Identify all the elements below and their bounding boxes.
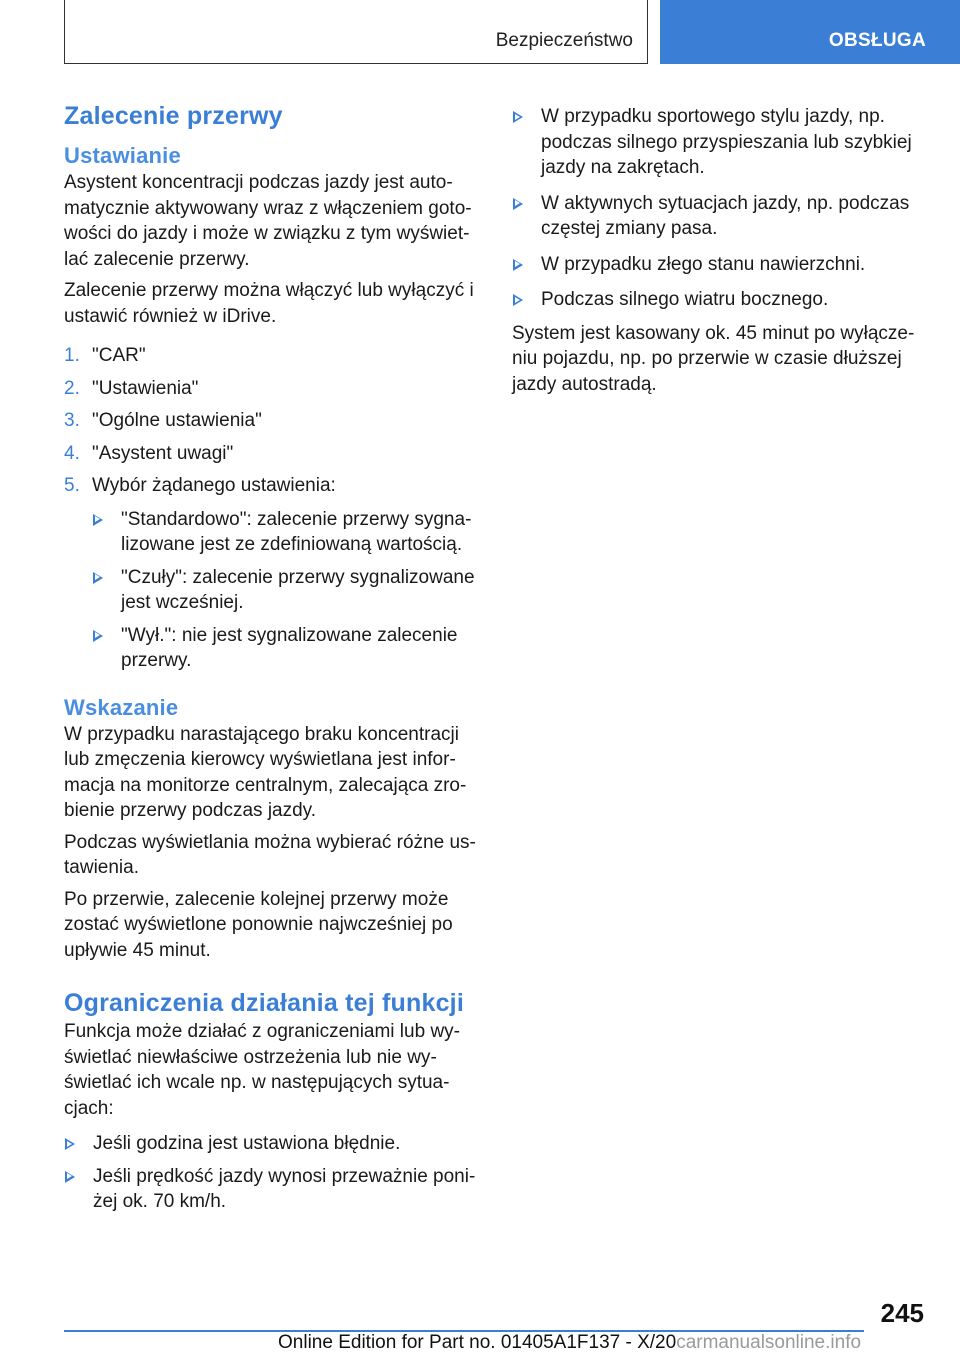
- list-item: [64, 1164, 476, 1215]
- step-number: 3.: [64, 410, 80, 431]
- list-item: [512, 191, 924, 242]
- header-section-title: Bezpieczeństwo: [495, 30, 633, 51]
- bullet-text: W przypadku sportowego stylu jazdy, np. podczas silnego przyspieszania lub szybkiej jazdy na zakrętach.: [541, 106, 912, 178]
- paragraph: Funkcja może działać z ograniczeniami lub wyświetlać niewłaściwe ostrzeżenia lub nie wyświetlać ich wcale np. w następujących sytuacjach:: [64, 1021, 460, 1119]
- list-item: [64, 441, 476, 467]
- header-chapter-label: OBSŁUGA: [828, 30, 926, 51]
- subheading-settings: Ustawianie: [64, 143, 181, 168]
- paragraph: Po przerwie, zalecenie kolejnej przerwy może zostać wyświetlone ponownie najwcześniej po upływie 45 minut.: [64, 888, 453, 961]
- paragraph: Zalecenie przerwy można włączyć lub wyłączyć i ustawić również w iDrive.: [64, 280, 474, 327]
- bullet-text: Podczas silnego wiatru bocznego.: [541, 289, 829, 310]
- list-item: [64, 408, 476, 434]
- left-column: [64, 100, 476, 1222]
- list-item: [512, 252, 924, 278]
- triangle-bullet-icon: [513, 111, 523, 123]
- step-number: 4.: [64, 442, 80, 464]
- triangle-bullet-icon: [513, 259, 523, 271]
- triangle-bullet-icon: [93, 514, 103, 526]
- heading-break-recommendation: Zalecenie przerwy: [64, 102, 283, 130]
- triangle-bullet-icon: [65, 1138, 75, 1150]
- option-text: "Czuły": zalecenie przerwy sygnalizowane jest wcześniej.: [121, 566, 475, 613]
- list-item: [64, 473, 476, 674]
- page-number: 245: [880, 1298, 924, 1328]
- footer-edition-text: Online Edition for Part no. 01405A1F137 - X/20: [278, 1332, 677, 1353]
- step-text: "Asystent uwagi": [92, 442, 234, 464]
- header-section-box: [64, 0, 648, 64]
- triangle-bullet-icon: [93, 572, 103, 584]
- options-list: [92, 507, 476, 674]
- footer-edition: [278, 1332, 861, 1354]
- step-text: "CAR": [92, 345, 146, 366]
- step-text: "Ogólne ustawienia": [92, 410, 262, 431]
- bullet-text: W przypadku złego stanu nawierzchni.: [541, 253, 866, 275]
- triangle-bullet-icon: [513, 198, 523, 210]
- step-number: 1.: [64, 345, 80, 366]
- list-item: [512, 287, 924, 313]
- triangle-bullet-icon: [65, 1171, 75, 1183]
- right-column: [512, 104, 924, 397]
- paragraph: System jest kasowany ok. 45 minut po wyłączeniu pojazdu, np. po przerwie w czasie dłuższej jazdy autostradą.: [512, 322, 915, 395]
- step-text: "Ustawienia": [92, 377, 199, 399]
- limitations-list-continued: [512, 104, 924, 313]
- step-text: Wybór żądanego ustawienia:: [92, 475, 336, 496]
- paragraph: W przypadku narastającego braku koncentracji lub zmęczenia kierowcy wyświetlana jest informacja na monitorze centralnym, zalecająca zrobienie przerwy podczas jazdy.: [64, 723, 467, 821]
- list-item: [92, 565, 476, 616]
- list-item: [92, 507, 476, 558]
- list-item: [64, 376, 476, 402]
- subheading-display: Wskazanie: [64, 694, 179, 720]
- limitations-list: [64, 1131, 476, 1215]
- heading-limitations: Ograniczenia działania tej funkcji: [64, 989, 464, 1017]
- step-number: 2.: [64, 377, 80, 399]
- bullet-text: W aktywnych sytuacjach jazdy, np. podczas częstej zmiany pasa.: [541, 192, 910, 239]
- step-number: 5.: [64, 475, 80, 496]
- option-text: "Standardowo": zalecenie przerwy sygnalizowane jest ze zdefiniowaną wartością.: [121, 508, 472, 555]
- triangle-bullet-icon: [513, 294, 523, 306]
- list-item: [64, 343, 476, 369]
- option-text: "Wył.": nie jest sygnalizowane zalecenie przerwy.: [121, 624, 458, 671]
- steps-list: [64, 343, 476, 674]
- bullet-text: Jeśli godzina jest ustawiona błędnie.: [93, 1133, 401, 1154]
- triangle-bullet-icon: [93, 630, 103, 642]
- list-item: [64, 1131, 476, 1157]
- paragraph: Podczas wyświetlania można wybierać różne ustawienia.: [64, 831, 476, 878]
- paragraph: Asystent koncentracji podczas jazdy jest automatycznie aktywowany wraz z włączeniem gotowości do jazdy i może w związku z tym wyświetlać zalecenie przerwy.: [64, 172, 472, 270]
- list-item: [512, 104, 924, 181]
- bullet-text: Jeśli prędkość jazdy wynosi przeważnie poniżej ok. 70 km/h.: [93, 1165, 476, 1212]
- watermark: carmanualsonline.info: [676, 1332, 862, 1353]
- list-item: [92, 623, 476, 674]
- header-chapter-tab: [660, 0, 960, 64]
